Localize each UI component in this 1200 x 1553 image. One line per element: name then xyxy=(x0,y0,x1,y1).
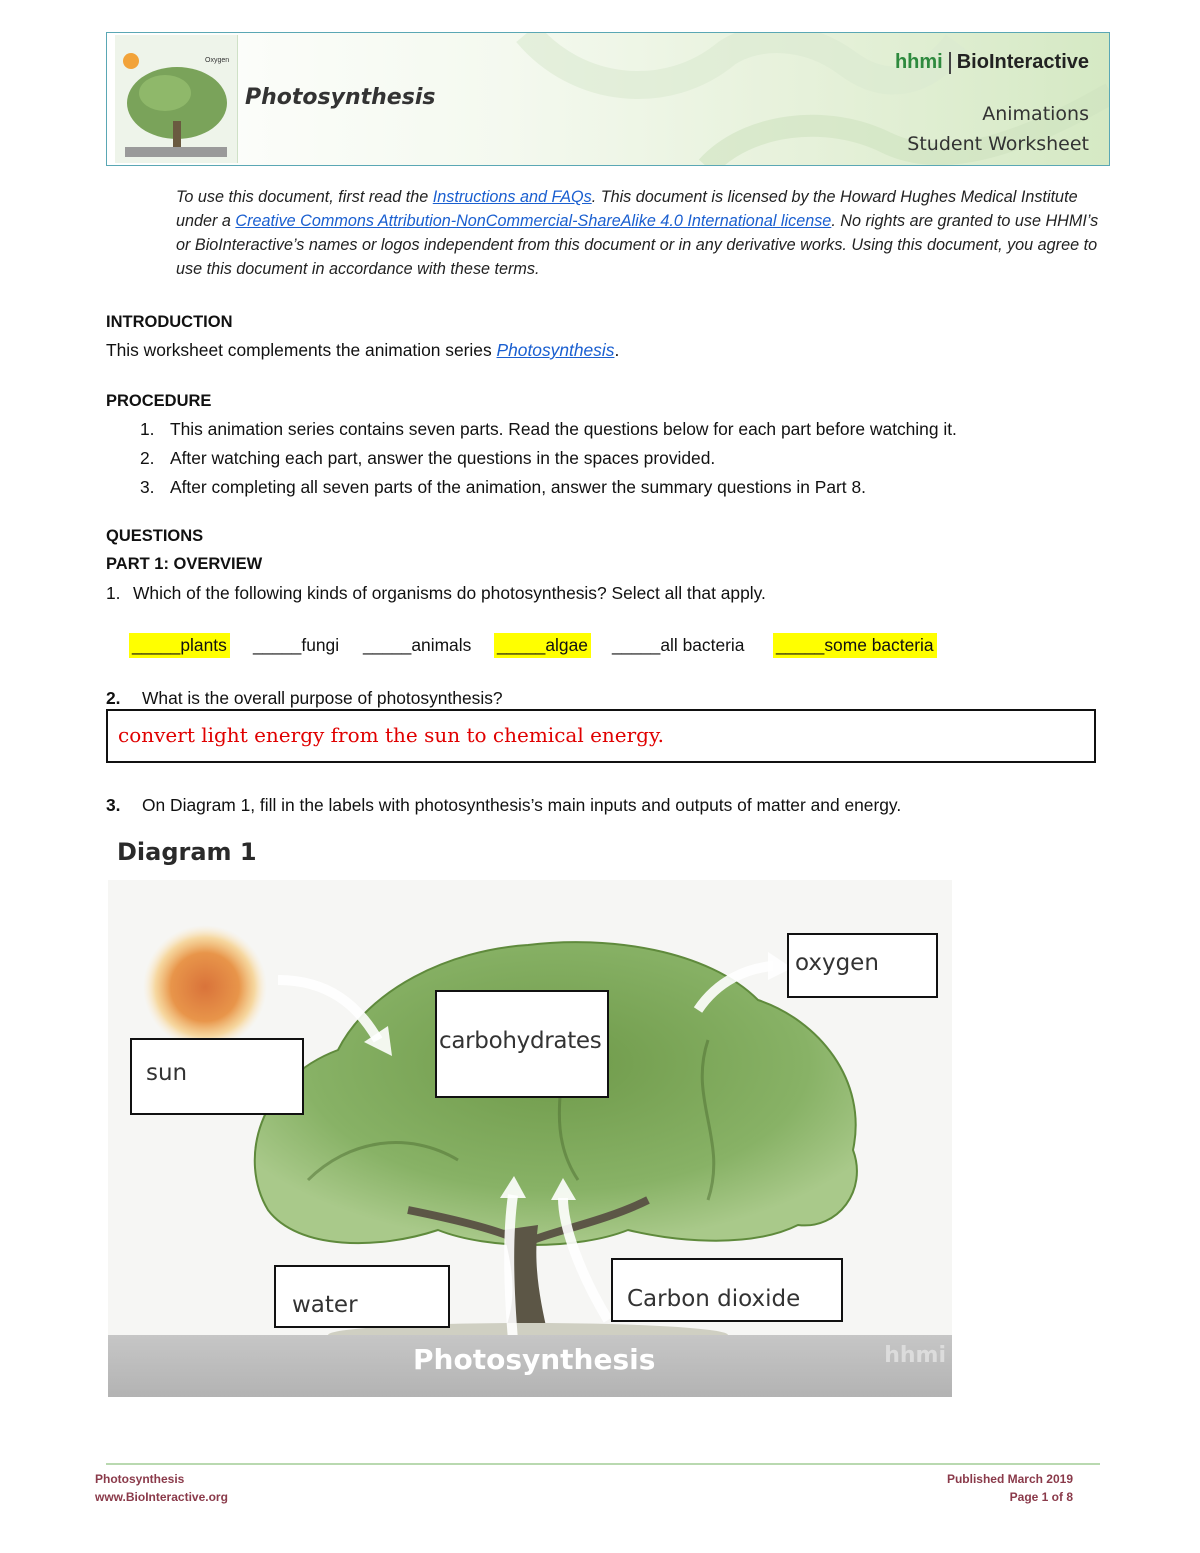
questions-heading: QUESTIONS xyxy=(106,527,204,545)
introduction-text xyxy=(106,340,619,361)
answer-box[interactable] xyxy=(106,709,1096,763)
label-carbohydrates: carbohydrates xyxy=(439,1028,602,1054)
question-text: What is the overall purpose of photosynthesis? xyxy=(142,688,503,708)
brand-name: BioInteractive xyxy=(956,51,1089,73)
brand-hhmi: hhmi xyxy=(894,51,943,73)
step-number: 3. xyxy=(140,477,155,497)
label-sun: sun xyxy=(146,1060,188,1086)
label-box-carbohydrates[interactable] xyxy=(435,990,609,1098)
option-fungi[interactable]: _____fungi xyxy=(253,635,340,655)
doc-type-line2: Student Worksheet xyxy=(907,133,1089,155)
step-number: 2. xyxy=(140,448,155,468)
header-banner xyxy=(106,32,1110,166)
question-number: 3. xyxy=(106,795,121,815)
license-text-2: . This document is licensed by the Howard Hughes Medical Institute under a xyxy=(176,188,1078,230)
diagram-title: Diagram 1 xyxy=(117,838,257,866)
label-box-carbon-dioxide[interactable] xyxy=(611,1258,843,1322)
question-1 xyxy=(106,583,766,604)
label-oxygen: oxygen xyxy=(795,950,879,976)
thumb-label: Oxygen xyxy=(205,57,230,64)
footer-page-number: Page 1 of 8 xyxy=(1009,1490,1073,1504)
footer-published: Published March 2019 xyxy=(946,1472,1073,1486)
tree-thumbnail xyxy=(115,35,238,163)
footer-title: Photosynthesis xyxy=(95,1472,185,1486)
step-text: After completing all seven parts of the animation, answer the summary questions in Part 8. xyxy=(170,477,866,497)
step-text: This animation series contains seven parts. Read the questions below for each part before watching it. xyxy=(170,419,957,439)
answer-text: convert light energy from the sun to chemical energy. xyxy=(118,723,664,747)
question-text: On Diagram 1, fill in the labels with photosynthesis’s main inputs and outputs of matter and energy. xyxy=(142,795,902,815)
procedure-heading: PROCEDURE xyxy=(106,392,212,410)
photosynthesis-link[interactable]: Photosynthesis xyxy=(496,340,615,360)
question-number: 2. xyxy=(106,688,121,708)
brand-logo xyxy=(895,51,1089,74)
question-text: Which of the following kinds of organisms do photosynthesis? Select all that apply. xyxy=(133,583,766,603)
procedure-step xyxy=(140,477,866,498)
doc-type-line1: Animations xyxy=(982,103,1089,125)
question-3 xyxy=(106,795,901,816)
footer-divider xyxy=(106,1463,1100,1465)
diagram-watermark: hhmi xyxy=(884,1343,946,1368)
option-all-bacteria[interactable]: _____all bacteria xyxy=(612,635,745,655)
option-some-bacteria[interactable]: _____some bacteria xyxy=(773,633,937,658)
diagram-banner xyxy=(108,1335,952,1397)
step-text: After watching each part, answer the questions in the spaces provided. xyxy=(170,448,716,468)
license-text-1: To use this document, first read the xyxy=(176,188,433,206)
introduction-heading: INTRODUCTION xyxy=(106,313,233,331)
label-carbon-dioxide: Carbon dioxide xyxy=(627,1286,801,1312)
license-notice xyxy=(176,185,1106,281)
part1-heading: PART 1: OVERVIEW xyxy=(106,555,263,573)
license-text-3: . No rights are granted to use HHMI’s or BioInteractive’s names or logos independent from this document or in any derivative works. Using this document, you agree to use this document in accordance with these terms. xyxy=(176,212,1099,278)
option-plants[interactable]: _____plants xyxy=(129,633,230,658)
instructions-link[interactable]: Instructions and FAQs xyxy=(432,188,592,206)
label-box-water[interactable] xyxy=(274,1265,450,1328)
question-number: 1. xyxy=(106,583,121,603)
diagram-banner-title: Photosynthesis xyxy=(413,1343,656,1376)
procedure-step xyxy=(140,419,957,440)
label-box-sun[interactable] xyxy=(130,1038,304,1115)
procedure-step xyxy=(140,448,715,469)
intro-sentence: This worksheet complements the animation series xyxy=(106,340,497,360)
option-algae[interactable]: _____algae xyxy=(494,633,591,658)
photosynthesis-diagram xyxy=(108,880,952,1397)
question-2 xyxy=(106,688,503,709)
footer-website: www.BioInteractive.org xyxy=(95,1490,228,1504)
intro-period: . xyxy=(614,340,620,360)
label-box-oxygen[interactable] xyxy=(787,933,938,998)
label-water: water xyxy=(292,1292,358,1318)
license-link[interactable]: Creative Commons Attribution-NonCommercial-ShareAlike 4.0 International license xyxy=(235,212,832,230)
option-animals[interactable]: _____animals xyxy=(363,635,472,655)
step-number: 1. xyxy=(140,419,155,439)
page-title: Photosynthesis xyxy=(245,85,436,110)
